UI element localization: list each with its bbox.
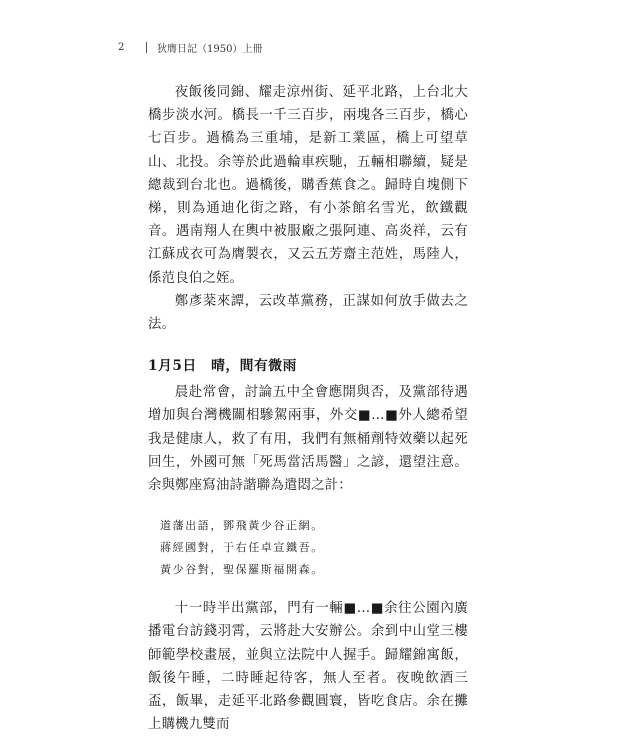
diary-body	[148, 81, 468, 736]
book-title: 狄膺日記（1950）上冊	[157, 44, 263, 55]
poem-couplets	[160, 515, 468, 581]
paragraph-afternoon: 十一時半出黨部，門有一輛■…■余往公園內廣播電台訪錢羽霄，云將赴大安辦公。余到中山堂三樓師範學校畫展，並與立法院中人握手。歸耀錦寓飯，飯後午睡，二時睡起待客，無人至者。夜晚飲酒三盃，飯畢，走延平北路參觀圓寰，皆吃食店。余在攤上購機九雙而	[148, 601, 468, 733]
entry-date-heading: 1月5日 晴，間有微雨	[148, 358, 297, 375]
poem-line: 黃少谷對，聖保羅斯福開森。	[160, 563, 324, 577]
paragraph-evening-walk: 夜飯後同錦、耀走涼州街、延平北路，上台北大橋步淡水河。橋長一千三百步，兩塊各三百步，橋心七百步。過橋為三重埔，是新工業區，橋上可望草山、北投。余等於此過輪車疾馳，五輛相聯續，疑是總裁到台北也。過橋後，購香蕉食之。歸時自塊側下梯，則為通迪化街之路，有小茶館名雪光，飲鐵觀音。遇南翔人在輿中被服廠之張阿連、高炎祥，云有江蘇成衣可為膺製衣，又云五芳齋主范姓，馬陸人，係范良伯之姪。	[148, 85, 468, 286]
paragraph-zheng-visit: 鄭彥棻來譚，云改革黨務，正謀如何放手做去之法。	[148, 293, 468, 333]
running-header	[118, 40, 262, 55]
page-number: 2	[118, 42, 125, 53]
header-divider	[146, 42, 147, 53]
paragraph-morning-meeting: 晨赴常會，討論五中全會應開與否，及黨部待遇增加與台灣機關相驂駕兩事，外交■…■外人總希望我是健康人，救了有用，我們有無桶劑特效藥以起死回生，外國可無「死馬當活馬醫」之諺，還望注意。余與鄭座寫油詩諧聯為遣悶之計：	[148, 385, 468, 494]
poem-line: 道藩出語，鄧飛黃少谷正網。	[160, 519, 324, 533]
poem-line: 蔣經國對，于右任卓宣鐵吾。	[160, 541, 324, 555]
